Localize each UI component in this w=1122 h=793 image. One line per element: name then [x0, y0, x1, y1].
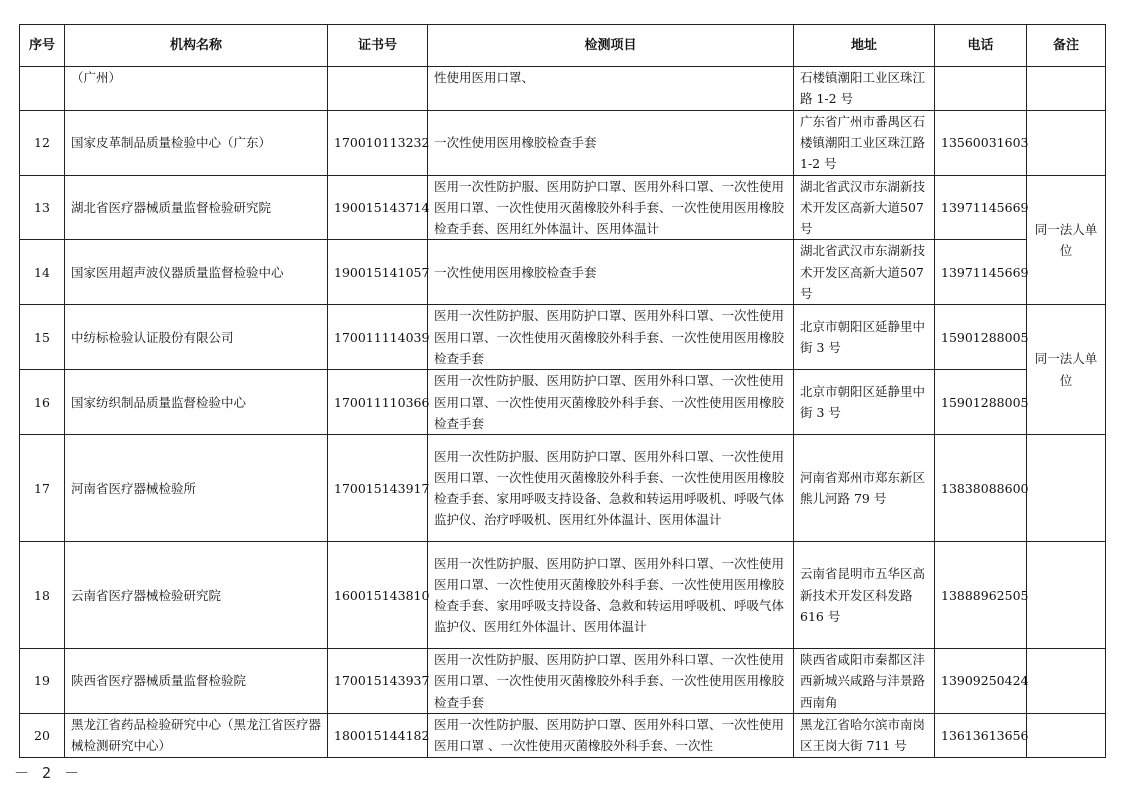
header-name: 机构名称 — [65, 25, 328, 67]
cell-items: 一次性使用医用橡胶检查手套 — [428, 110, 794, 175]
institution-table — [19, 24, 1106, 758]
cell-cert: 170010113232 — [328, 110, 428, 175]
cell-name: 黑龙江省药品检验研究中心（黑龙江省医疗器械检测研究中心） — [65, 714, 328, 758]
cell-name: 云南省医疗器械检验研究院 — [65, 542, 328, 649]
cell-phone: 13838088600 — [935, 435, 1027, 542]
cell-remark-group: 同一法人单位 — [1027, 305, 1106, 435]
cell-phone: 13909250424 — [935, 649, 1027, 714]
cell-items: 性使用医用口罩、 — [428, 67, 794, 111]
cell-name: （广州） — [65, 67, 328, 111]
cell-no: 19 — [20, 649, 65, 714]
header-phone: 电话 — [935, 25, 1027, 67]
table-row — [20, 240, 1106, 305]
table-row — [20, 714, 1106, 758]
cell-phone: 15901288005 — [935, 370, 1027, 435]
cell-remark — [1027, 714, 1106, 758]
cell-name: 湖北省医疗器械质量监督检验研究院 — [65, 175, 328, 240]
cell-address: 北京市朝阳区延静里中街 3 号 — [794, 370, 935, 435]
cell-no: 12 — [20, 110, 65, 175]
cell-address: 陕西省咸阳市秦都区沣西新城兴咸路与沣景路西南角 — [794, 649, 935, 714]
cell-remark — [1027, 649, 1106, 714]
cell-no: 15 — [20, 305, 65, 370]
cell-address: 广东省广州市番禺区石楼镇潮阳工业区珠江路 1-2 号 — [794, 110, 935, 175]
table-row — [20, 649, 1106, 714]
cell-cert — [328, 67, 428, 111]
table-row — [20, 435, 1106, 542]
cell-items: 医用一次性防护服、医用防护口罩、医用外科口罩、一次性使用医用口罩、一次性使用灭菌橡胶外科手套、一次性使用医用橡胶检查手套 — [428, 305, 794, 370]
cell-remark — [1027, 542, 1106, 649]
cell-cert: 170015143917 — [328, 435, 428, 542]
cell-cert: 190015141057 — [328, 240, 428, 305]
cell-phone: 13613613656 — [935, 714, 1027, 758]
table-row — [20, 67, 1106, 111]
table-row — [20, 542, 1106, 649]
cell-name: 国家皮革制品质量检验中心（广东） — [65, 110, 328, 175]
cell-address: 湖北省武汉市东湖新技术开发区高新大道507 号 — [794, 175, 935, 240]
cell-address: 北京市朝阳区延静里中街 3 号 — [794, 305, 935, 370]
cell-cert: 170011110366 — [328, 370, 428, 435]
cell-items: 医用一次性防护服、医用防护口罩、医用外科口罩、一次性使用医用口罩、一次性使用灭菌橡胶外科手套、一次性使用医用橡胶检查手套 — [428, 370, 794, 435]
cell-items: 医用一次性防护服、医用防护口罩、医用外科口罩、一次性使用医用口罩 、一次性使用灭菌橡胶外科手套、一次性 — [428, 714, 794, 758]
cell-phone: 15901288005 — [935, 305, 1027, 370]
cell-name: 国家医用超声波仪器质量监督检验中心 — [65, 240, 328, 305]
cell-cert: 170011114039 — [328, 305, 428, 370]
cell-no: 14 — [20, 240, 65, 305]
cell-address: 黑龙江省哈尔滨市南岗区王岗大街 711 号 — [794, 714, 935, 758]
table-row — [20, 110, 1106, 175]
cell-no: 18 — [20, 542, 65, 649]
cell-items: 医用一次性防护服、医用防护口罩、医用外科口罩、一次性使用医用口罩、一次性使用灭菌橡胶外科手套、一次性使用医用橡胶检查手套 — [428, 649, 794, 714]
cell-address: 河南省郑州市郑东新区熊儿河路 79 号 — [794, 435, 935, 542]
cell-cert: 190015143714 — [328, 175, 428, 240]
cell-items: 医用一次性防护服、医用防护口罩、医用外科口罩、一次性使用医用口罩、一次性使用灭菌橡胶外科手套、一次性使用医用橡胶检查手套、家用呼吸支持设备、急救和转运用呼吸机、呼吸气体监护仪、治疗呼吸机、医用红外体温计、医用体温计 — [428, 435, 794, 542]
cell-name: 陕西省医疗器械质量监督检验院 — [65, 649, 328, 714]
cell-name: 中纺标检验认证股份有限公司 — [65, 305, 328, 370]
table-row — [20, 370, 1106, 435]
page-number: － 2 － — [14, 764, 82, 782]
cell-phone — [935, 67, 1027, 111]
cell-phone: 13971145669 — [935, 175, 1027, 240]
cell-name: 河南省医疗器械检验所 — [65, 435, 328, 542]
cell-address: 云南省昆明市五华区高新技术开发区科发路 616 号 — [794, 542, 935, 649]
table-row — [20, 305, 1106, 370]
header-no: 序号 — [20, 25, 65, 67]
cell-no — [20, 67, 65, 111]
cell-no: 16 — [20, 370, 65, 435]
table-row — [20, 175, 1106, 240]
cell-items: 一次性使用医用橡胶检查手套 — [428, 240, 794, 305]
header-cert: 证书号 — [328, 25, 428, 67]
cell-remark — [1027, 110, 1106, 175]
cell-no: 17 — [20, 435, 65, 542]
cell-name: 国家纺织制品质量监督检验中心 — [65, 370, 328, 435]
cell-remark — [1027, 435, 1106, 542]
table-header-row — [20, 25, 1106, 67]
cell-cert: 170015143937 — [328, 649, 428, 714]
header-items: 检测项目 — [428, 25, 794, 67]
header-remark: 备注 — [1027, 25, 1106, 67]
cell-items: 医用一次性防护服、医用防护口罩、医用外科口罩、一次性使用医用口罩、一次性使用灭菌橡胶外科手套、一次性使用医用橡胶检查手套、家用呼吸支持设备、急救和转运用呼吸机、呼吸气体监护仪、医用红外体温计、医用体温计 — [428, 542, 794, 649]
cell-phone: 13971145669 — [935, 240, 1027, 305]
cell-remark-group: 同一法人单位 — [1027, 175, 1106, 305]
cell-remark — [1027, 67, 1106, 111]
cell-items: 医用一次性防护服、医用防护口罩、医用外科口罩、一次性使用医用口罩、一次性使用灭菌橡胶外科手套、一次性使用医用橡胶检查手套、医用红外体温计、医用体温计 — [428, 175, 794, 240]
cell-address: 石楼镇潮阳工业区珠江路 1-2 号 — [794, 67, 935, 111]
cell-cert: 160015143810 — [328, 542, 428, 649]
cell-address: 湖北省武汉市东湖新技术开发区高新大道507 号 — [794, 240, 935, 305]
cell-cert: 180015144182 — [328, 714, 428, 758]
cell-phone: 13888962505 — [935, 542, 1027, 649]
header-address: 地址 — [794, 25, 935, 67]
cell-phone: 13560031603 — [935, 110, 1027, 175]
cell-no: 13 — [20, 175, 65, 240]
cell-no: 20 — [20, 714, 65, 758]
